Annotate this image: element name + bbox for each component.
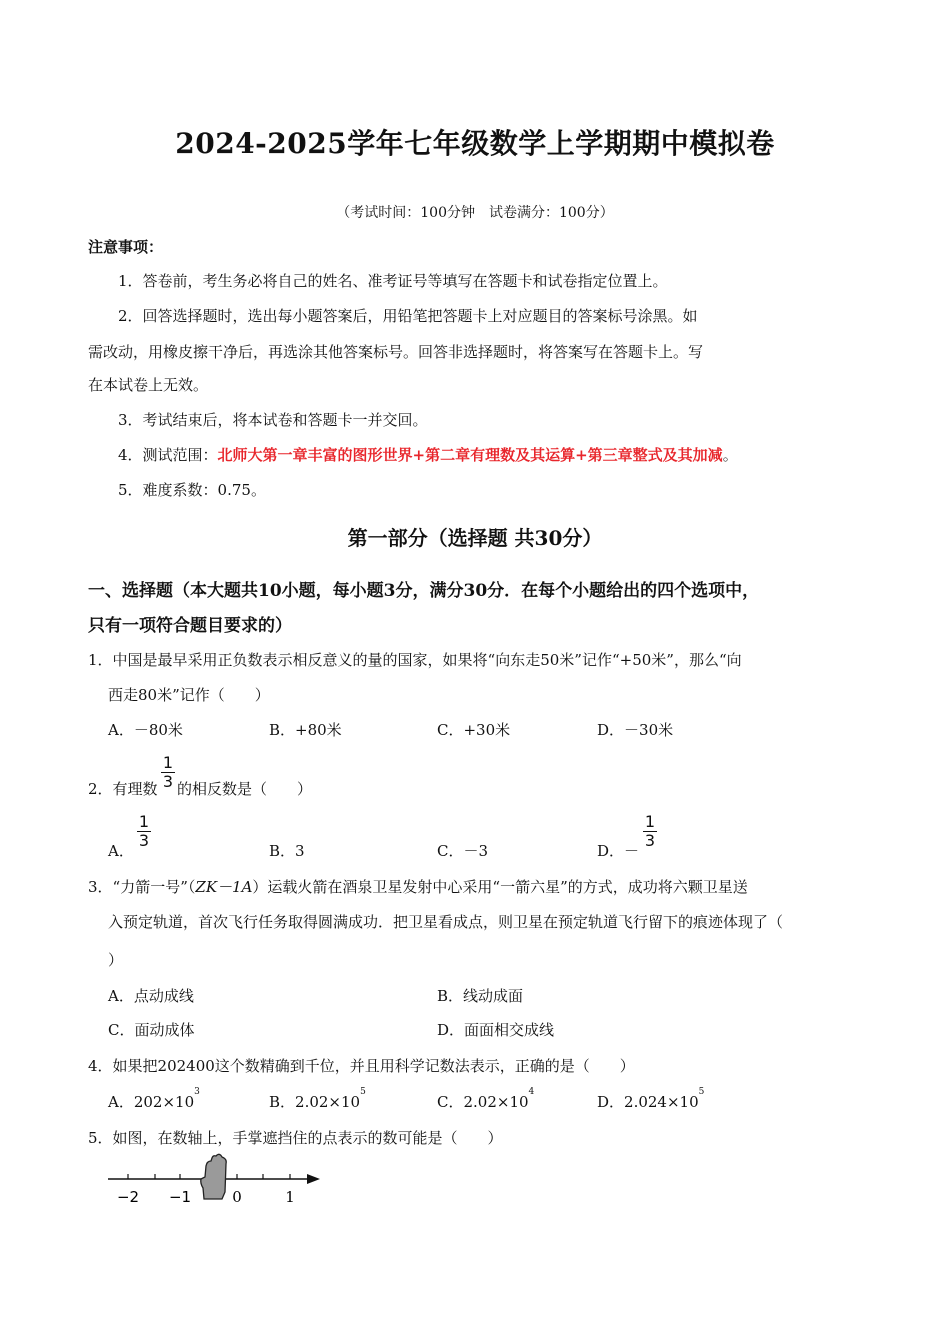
q4-option-b-base: B．2.02×10 [269,1093,361,1111]
exam-title: 2024-2025学年七年级数学上学期期中模拟卷 [175,127,775,160]
notice-item-3: 3．考试结束后，将本试卷和答题卡一并交回。 [118,411,428,429]
q4-option-d [597,1087,705,1112]
q4-option-d-base: D．2.024×10 [597,1093,699,1111]
q1-option-d: D．－30米 [597,721,674,739]
q3-option-b: B．线动成面 [437,987,524,1005]
q4-option-a-base: A．202×10 [108,1093,195,1111]
q1-stem-line-2: 西走80米”记作（ ） [108,686,270,704]
q2-option-d-numerator: 1 [644,812,656,831]
q1-stem-line-1: 1．中国是最早采用正负数表示相反意义的量的国家，如果将“向东走50米”记作“+50米”，那么“向 [88,651,742,669]
q3-stem-part-1: 3．“力箭一号”（ [88,878,196,896]
q5-stem: 5．如图，在数轴上，手掌遮挡住的点表示的数可能是（ ） [88,1129,503,1147]
q2-option-c: C．－3 [437,842,489,860]
notice-item-4-suffix: 。 [722,446,738,464]
q3-option-d: D．面面相交成线 [437,1021,555,1039]
q4-option-b-exponent: 5 [360,1087,366,1097]
q2-stem-prefix: 2．有理数 [88,780,158,798]
q3-stem-line-1 [88,876,748,897]
q2-option-d-denominator: 3 [644,831,656,850]
q3-stem-line-2: 入预定轨道，首次飞行任务取得圆满成功．把卫星看成点，则卫星在预定轨道飞行留下的痕迹体现了（ [108,913,784,931]
notice-item-4-prefix: 4．测试范围： [118,446,218,464]
q4-option-d-exponent: 5 [698,1087,705,1097]
q3-stem-part-2: ）运载火箭在酒泉卫星发射中心采用“一箭六星”的方式，成功将六颗卫星送 [252,878,748,896]
number-line-figure [100,1152,330,1208]
q4-option-c [437,1087,535,1112]
q2-fraction-denominator: 3 [162,772,174,791]
notice-heading: 注意事项： [88,238,164,256]
q2-option-a-label: A． [108,842,134,860]
notice-item-4 [118,444,738,465]
q2-option-b: B．3 [269,842,305,860]
tick-label-0: 0 [232,1188,242,1206]
exam-subtitle: （考试时间：100分钟 试卷满分：100分） [336,205,614,221]
notice-item-5: 5．难度系数：0.75。 [118,481,266,499]
q2-option-d-label: D．－ [597,842,640,860]
notice-item-2-line-1: 2．回答选择题时，选出每小题答案后，用铅笔把答题卡上对应题目的答案标号涂黑。如 [118,307,698,325]
q1-option-c: C．+30米 [437,721,511,739]
q3-option-a: A．点动成线 [108,987,194,1005]
q3-option-c: C．面动成体 [108,1021,195,1039]
tick-label-neg2: −2 [116,1188,140,1206]
q2-fraction-numerator: 1 [162,753,174,772]
q2-option-a-numerator: 1 [138,812,150,831]
q4-stem: 4．如果把202400这个数精确到千位，并且用科学记数法表示，正确的是（ ） [88,1057,635,1075]
q2-fraction [161,755,175,790]
q4-option-c-exponent: 4 [528,1087,535,1097]
q1-option-b: B．+80米 [269,721,342,739]
section1-header-line-2: 只有一项符合题目要求的） [88,616,292,636]
q1-option-a: A．－80米 [108,721,183,739]
arrow-icon [307,1174,320,1184]
test-range: 北师大第一章丰富的图形世界+第二章有理数及其运算+第三章整式及其加减 [217,446,723,464]
q4-option-a-exponent: 3 [194,1087,200,1097]
part1-title: 第一部分（选择题 共30分） [347,526,603,550]
tick-label-1: 1 [285,1188,295,1206]
hand-icon [201,1154,227,1199]
notice-item-2-line-2: 需改动，用橡皮擦干净后，再选涂其他答案标号。回答非选择题时，将答案写在答题卡上。写 [88,343,704,361]
q2-option-a-denominator: 3 [138,831,150,850]
section1-header-line-1: 一、选择题（本大题共10小题，每小题3分，满分30分．在每个小题给出的四个选项中， [88,581,760,601]
notice-item-1: 1．答卷前，考生务必将自己的姓名、准考证号等填写在答题卡和试卷指定位置上。 [118,272,668,290]
q4-option-a [108,1087,200,1112]
q2-stem-suffix: 的相反数是（ ） [177,780,313,798]
q4-option-b [269,1087,366,1112]
q2-option-d-fraction [643,814,657,849]
notice-item-2-line-3: 在本试卷上无效。 [88,376,209,394]
q4-option-c-base: C．2.02×10 [437,1093,529,1111]
q3-rocket-code: ZK－1A [195,878,253,896]
tick-label-neg1: −1 [168,1188,192,1206]
q3-stem-line-3: ） [108,951,124,969]
q2-option-a-fraction [137,814,151,849]
